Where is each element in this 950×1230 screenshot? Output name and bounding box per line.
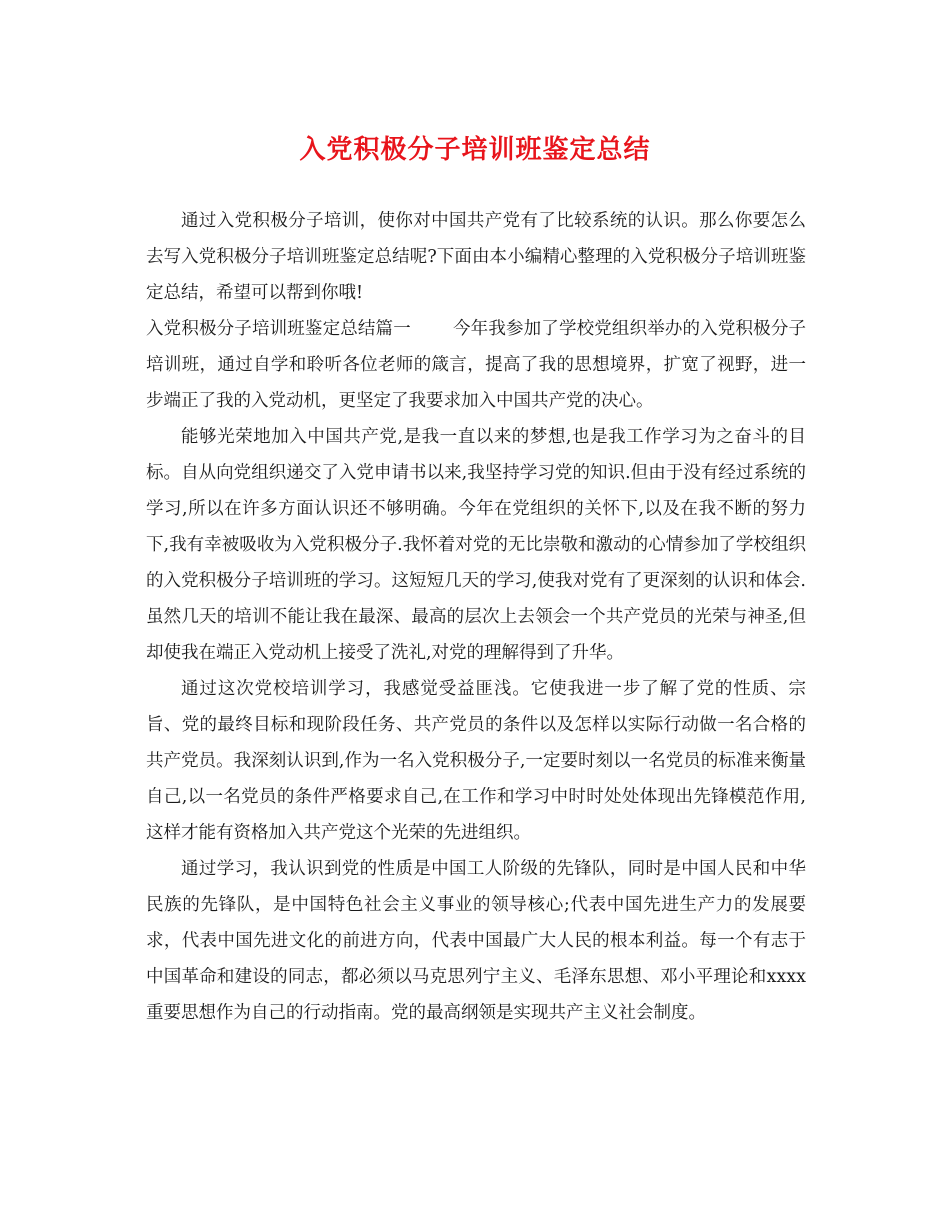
section-one-text: 今年我参加了学校党组织举办的入党积极分子培训班，通过自学和聆听各位老师的箴言，提高了我的思想境界，扩宽了视野，进一步端正了我的入党动机，更坚定了我要求加入中国共产党的决心。 bbox=[146, 319, 807, 411]
document-title: 入党积极分子培训班鉴定总结 bbox=[299, 135, 651, 165]
body-paragraph-4: 通过学习，我认识到党的性质是中国工人阶级的先锋队，同时是中国人民和中华民族的先锋队，是中国特色社会主义事业的领导核心;代表中国先进生产力的发展要求，代表中国先进文化的前进方向，代表中国最广大人民的根本利益。每一个有志于中国革命和建设的同志，都必须以马克思列宁主义、毛泽东思想、邓小平理论和xxxx重要思想作为自己的行动指南。党的最高纲领是实现共产主义社会制度。 bbox=[146, 859, 806, 1023]
section-heading: 入党积极分子培训班鉴定总结篇一 bbox=[146, 319, 411, 339]
section-one-paragraph bbox=[146, 311, 806, 419]
body-paragraph-3: 通过这次党校培训学习，我感觉受益匪浅。它使我进一步了解了党的性质、宗旨、党的最终目标和现阶段任务、共产党员的条件以及怎样以实际行动做一名合格的共产党员。我深刻认识到,作为一名入党积极分子,一定要时刻以一名党员的标准来衡量自己,以一名党员的条件严格要求自己,在工作和学习中时时处处体现出先锋模范作用,这样才能有资格加入共产党这个光荣的先进组织。 bbox=[146, 679, 806, 843]
body-paragraph-2: 能够光荣地加入中国共产党,是我一直以来的梦想,也是我工作学习为之奋斗的目标。自从向党组织递交了入党申请书以来,我坚持学习党的知识.但由于没有经过系统的学习,所以在许多方面认识还不够明确。今年在党组织的关怀下,以及在我不断的努力下,我有幸被吸收为入党积极分子.我怀着对党的无比崇敬和激动的心情参加了学校组织的入党积极分子培训班的学习。这短短几天的学习,使我对党有了更深刻的认识和体会.虽然几天的培训不能让我在最深、最高的层次上去领会一个共产党员的光荣与神圣,但却使我在端正入党动机上接受了洗礼,对党的理解得到了升华。 bbox=[146, 427, 806, 663]
intro-paragraph: 通过入党积极分子培训，使你对中国共产党有了比较系统的认识。那么你要怎么去写入党积极分子培训班鉴定总结呢?下面由本小编精心整理的入党积极分子培训班鉴定总结，希望可以帮到你哦! bbox=[146, 211, 806, 303]
document-body bbox=[146, 203, 806, 1031]
